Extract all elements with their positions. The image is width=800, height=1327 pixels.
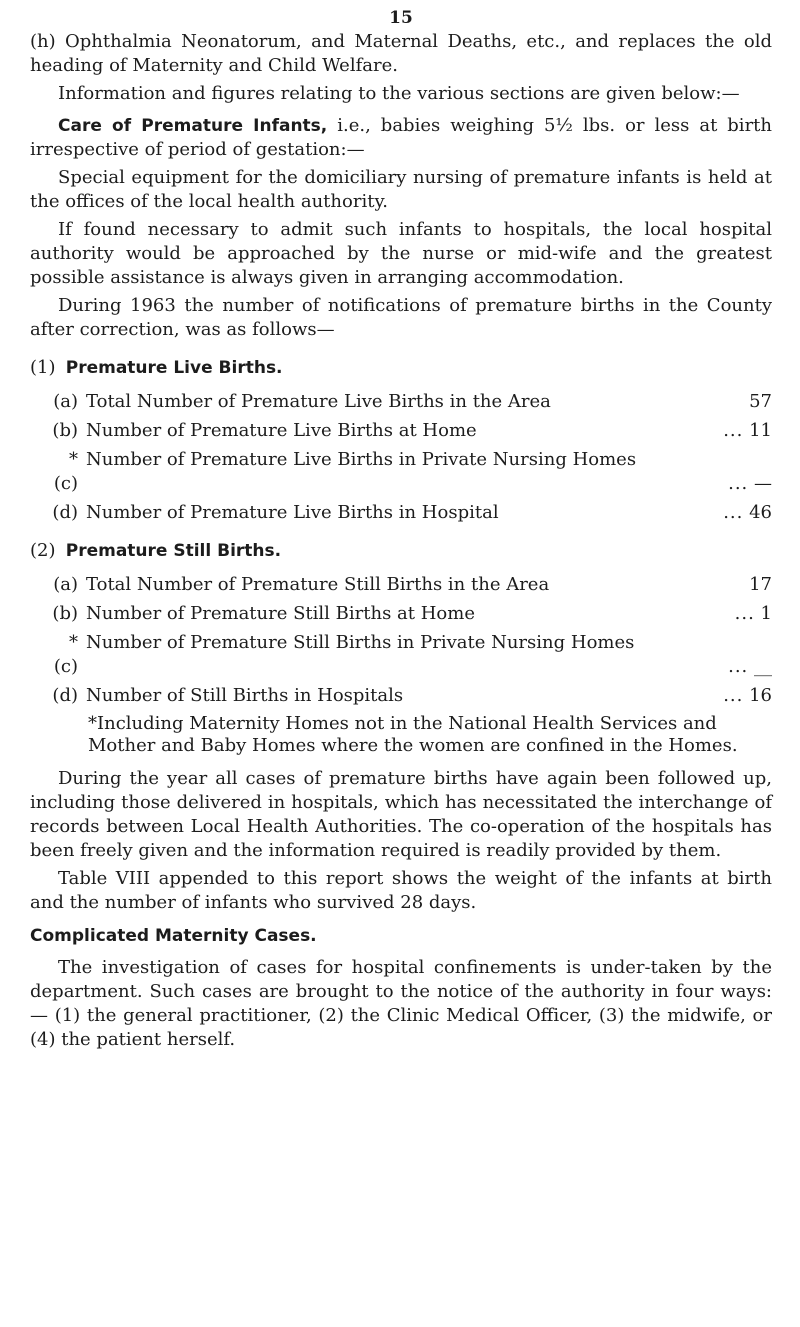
item-marker: (a) <box>53 574 78 595</box>
item-number: 46 <box>749 502 772 523</box>
list-item <box>52 602 772 626</box>
list-item <box>52 573 772 597</box>
item-label: Number of Premature Live Births at Home <box>86 420 477 441</box>
item-value <box>710 501 772 525</box>
leader-dots: ... <box>734 603 755 624</box>
item-marker: (a) <box>53 391 78 412</box>
leader-dots: ... <box>723 420 744 441</box>
item-marker: (d) <box>52 685 78 706</box>
intro-paragraph: (h) Ophthalmia Neonatorum, and Maternal Deaths, etc., and replaces the old heading of Maternity and Child Welfare. <box>30 31 772 76</box>
leader-dots: ... <box>723 502 744 523</box>
notifications-paragraph: During 1963 the number of notifications of premature births in the County after correction, was as follows— <box>30 295 772 340</box>
list-item <box>52 631 772 679</box>
item-text <box>86 419 710 443</box>
still-births-section-number: (2) <box>30 540 56 561</box>
investigation-paragraph: The investigation of cases for hospital confinements is under-taken by the department. Such cases are brought to the notice of the authority in four ways:— (1) the general practitioner, (2) the Clinic Medical Officer, (3) the midwife, or (4) the patient herself. <box>30 957 772 1050</box>
item-marker: (b) <box>52 603 78 624</box>
item-value <box>710 655 772 679</box>
complicated-cases-heading: Complicated Maternity Cases. <box>30 926 317 946</box>
item-number: 16 <box>749 685 772 706</box>
complicated-cases-title <box>30 925 772 946</box>
item-marker: (d) <box>52 502 78 523</box>
item-value: 17 <box>749 574 772 595</box>
leader-dots: ... <box>728 656 749 677</box>
item-value <box>710 684 772 708</box>
equipment-paragraph: Special equipment for the domiciliary nursing of premature infants is held at the offices of the local health authority. <box>30 167 772 212</box>
item-text: Number of Premature Still Births at Home <box>86 603 475 624</box>
live-births-list <box>52 390 772 525</box>
live-births-section-number: (1) <box>30 357 56 378</box>
premature-infants-definition: i.e., babies weighing 5½ lbs. or less at birth irrespective of period of gestation:— <box>30 115 772 160</box>
nursing-homes-footnote: *Including Maternity Homes not in the National Health Services and Mother and Baby Homes where the women are confined in the Homes. <box>88 713 738 756</box>
item-marker: *(c) <box>53 449 78 494</box>
still-births-heading: Premature Still Births. <box>65 541 282 561</box>
item-number: 11 <box>749 420 772 441</box>
item-value <box>710 602 772 626</box>
still-births-section-title <box>30 539 772 563</box>
hospital-admission-paragraph: If found necessary to admit such infants to hospitals, the local hospital authority would be approached by the nurse or mid-wife and the greatest possible assistance is always given in arranging accommodation. <box>30 219 772 288</box>
premature-infants-intro <box>30 114 772 162</box>
item-number: 1 <box>760 603 772 624</box>
list-item <box>52 684 772 708</box>
item-text: Number of Still Births in Hospitals <box>86 685 404 706</box>
item-number: __ <box>754 656 772 677</box>
item-text: Number of Premature Live Births in Hospital <box>86 502 499 523</box>
item-text: Number of Premature Live Births in Private Nursing Homes <box>86 449 637 470</box>
page-number: 15 <box>389 8 413 28</box>
item-text: Total Number of Premature Live Births in the Area <box>86 391 551 412</box>
list-item <box>52 390 772 414</box>
followup-paragraph: During the year all cases of premature births have again been followed up, including those delivered in hospitals, which has necessitated the interchange of records between Local Health Authorities. The co-operation of the hospitals has been freely given and the information required is readily provided by them. <box>30 768 772 861</box>
item-value: 57 <box>749 391 772 412</box>
table-viii-paragraph: Table VIII appended to this report shows the weight of the infants at birth and the number of infants who survived 28 days. <box>30 868 772 913</box>
list-item <box>52 419 772 443</box>
item-value <box>710 419 772 443</box>
premature-infants-heading: Care of Premature Infants, <box>58 116 328 136</box>
list-item <box>52 448 772 496</box>
item-text: Number of Premature Still Births in Private Nursing Homes <box>86 632 635 653</box>
live-births-section-title <box>30 356 772 380</box>
leader-dots: ... <box>728 473 749 494</box>
item-text: Total Number of Premature Still Births in the Area <box>86 574 550 595</box>
intro-info-paragraph: Information and figures relating to the various sections are given below:— <box>58 83 740 104</box>
still-births-list <box>52 573 772 708</box>
item-marker: *(c) <box>53 632 78 677</box>
leader-dots: ... <box>723 685 744 706</box>
item-number: — <box>754 473 772 494</box>
live-births-heading: Premature Live Births. <box>65 358 283 378</box>
item-marker: (b) <box>52 420 78 441</box>
item-value <box>710 472 772 496</box>
list-item <box>52 501 772 525</box>
